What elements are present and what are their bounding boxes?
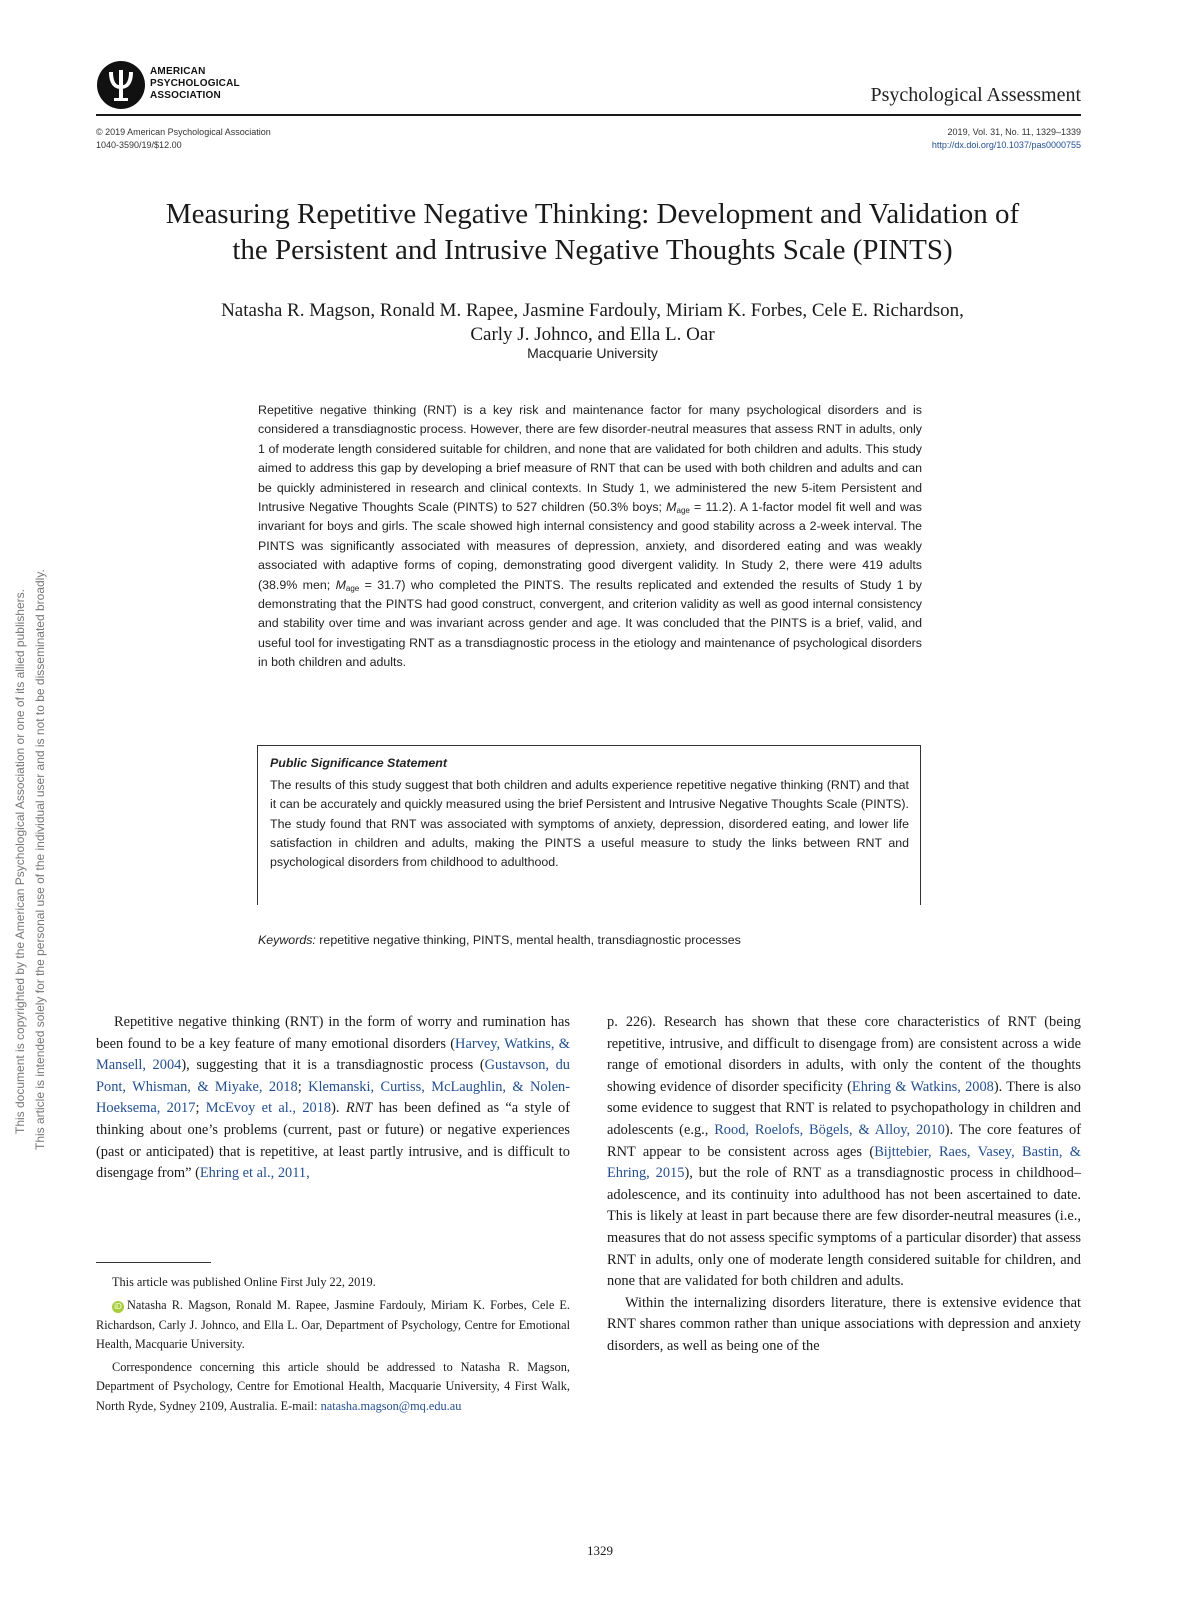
footnote-correspondence-text: Correspondence concerning this article should be addressed to Natasha R. Magson, Department of Psychology, Centre for Emotional Health, Macquarie University, 4 First Walk, North Ryde, Sydney 2109, Australia. E-mail: xyxy=(96,1360,570,1413)
body-text: ). There is also some evidence to suggest that RNT is related to psychopathology in children and adolescents (e.g., xyxy=(607,1078,1081,1138)
footnote xyxy=(96,1273,570,1420)
body-text: ), but the role of RNT as a transdiagnostic process in childhood–adolescence, and its continuity into adulthood has not been ascertained to date. This is likely at least in part because there are few disorder-neutral measures (i.e., measures that do not assess specific symptoms of a particular disorder) that assess RNT in adults, only one of moderate length considered suitable for children, and none that are validated for both children and adults. xyxy=(607,1165,1081,1290)
side-copyright-notice-2: This article is intended solely for the personal use of the individual user and is not to be disseminated broadly. xyxy=(33,569,47,1150)
body-text: ). The core features of RNT appear to be consistent across ages ( xyxy=(607,1121,1081,1160)
body-text: ). xyxy=(331,1100,346,1117)
abstract-part-2: = 11.2). A 1-factor model fit well and was invariant for boys and girls. The scale showed high internal consistency and good stability across a 2-week interval. The PINTS was significantly associated with measures of depression, anxiety, and disordered eating and was weakly associated with adaptive forms of coping, demonstrating good divergent validity. In Study 2, there were 419 adults (38.9% men; xyxy=(258,500,922,592)
publisher-line-2: PSYCHOLOGICAL xyxy=(150,78,240,89)
footnote-divider xyxy=(96,1262,211,1263)
email-link[interactable]: natasha.magson@mq.edu.au xyxy=(320,1398,462,1413)
copyright-line: © 2019 American Psychological Association xyxy=(96,127,271,137)
body-text: has been defined as “a style of thinking about one’s problems (current, past or future) or negative experiences (past or anticipated) that is repetitive, at least partly intrusive, and is difficult to disengage from” ( xyxy=(96,1100,570,1182)
body-text: ; xyxy=(195,1100,206,1117)
orcid-icon[interactable]: iD xyxy=(112,1301,124,1313)
body-paragraph-1 xyxy=(96,1012,570,1185)
journal-name: Psychological Assessment xyxy=(870,84,1081,106)
body-text: ), suggesting that it is a transdiagnostic process ( xyxy=(181,1057,485,1074)
apa-logo-icon xyxy=(96,60,146,110)
abstract-m-symbol-2: M xyxy=(335,577,346,592)
footnote-authors-text: Natasha R. Magson, Ronald M. Rapee, Jasmine Fardouly, Miriam K. Forbes, Cele E. Richardson, Carly J. Johnco, and Ella L. Oar, Department of Psychology, Centre for Emotional Health, Macquarie University. xyxy=(96,1298,570,1351)
body-column-left xyxy=(96,1012,570,1185)
issn-line: 1040-3590/19/$12.00 xyxy=(96,140,182,150)
side-copyright-notice-1: This document is copyrighted by the American Psychological Association or one of its allied publishers. xyxy=(13,589,27,1134)
title-line-2: the Persistent and Intrusive Negative Thoughts Scale (PINTS) xyxy=(232,234,953,266)
footnote-correspondence xyxy=(96,1358,570,1416)
footnote-published: This article was published Online First July 22, 2019. xyxy=(112,1275,376,1289)
citation-link[interactable]: Rood, Roelofs, Bögels, & Alloy, 2010 xyxy=(714,1121,945,1138)
abstract xyxy=(258,401,922,673)
citation-line: 2019, Vol. 31, No. 11, 1329–1339 xyxy=(947,127,1081,137)
abstract-m-symbol-1: M xyxy=(666,500,677,515)
citation-link[interactable]: Harvey, Watkins, & Mansell, 2004 xyxy=(96,1035,571,1074)
body-column-right xyxy=(607,1012,1081,1358)
copyright-block xyxy=(96,126,271,152)
footnote-authors-note xyxy=(96,1296,570,1354)
publisher-wordmark xyxy=(150,66,240,102)
publisher-line-1: AMERICAN xyxy=(150,66,206,77)
abstract-part-1: Repetitive negative thinking (RNT) is a key risk and maintenance factor for many psychological disorders and is considered a transdiagnostic process. However, there are few disorder-neutral measures that assess RNT in adults, only 1 of moderate length considered suitable for children, and none that are validated for both children and adults. This study aimed to address this gap by developing a brief measure of RNT that can be used with both children and adults and can be quickly administered in research and clinical contexts. In Study 1, we administered the new 5-item Persistent and Intrusive Negative Thoughts Scale (PINTS) to 527 children (50.3% boys; xyxy=(258,403,922,515)
authors-line-2: Carly J. Johnco, and Ella L. Oar xyxy=(470,324,715,345)
citation-link[interactable]: Bijttebier, Raes, Vasey, Bastin, & Ehring, 2015 xyxy=(607,1143,1081,1182)
citation-link[interactable]: Ehring & Watkins, 2008 xyxy=(851,1078,994,1095)
citation-link[interactable]: Gustavson, du Pont, Whisman, & Miyake, 2018 xyxy=(96,1057,570,1095)
citation-link[interactable]: Klemanski, Curtiss, McLaughlin, & Nolen-Hoeksema, 2017 xyxy=(96,1078,570,1117)
citation-link[interactable]: McEvoy et al., 2018 xyxy=(205,1100,332,1117)
keywords-text: repetitive negative thinking, PINTS, mental health, transdiagnostic processes xyxy=(315,933,741,947)
abstract-m-subscript-2: age xyxy=(345,583,360,593)
body-text: p. 226). Research has shown that these core characteristics of RNT (being repetitive, intrusive, and difficult to disengage from) are consistent across a wide range of emotional disorders in adults, with only the content of the thoughts showing evidence of disorder specificity ( xyxy=(607,1014,1081,1095)
affiliation: Macquarie University xyxy=(527,345,658,361)
header-divider xyxy=(96,114,1081,116)
citation-block xyxy=(932,126,1081,152)
abstract-m-subscript-1: age xyxy=(676,506,690,516)
article-title xyxy=(100,196,1085,268)
keywords-label: Keywords: xyxy=(258,933,316,947)
body-text: ; xyxy=(297,1078,309,1095)
author-list xyxy=(100,299,1085,347)
body-paragraph-continued xyxy=(607,1012,1081,1293)
keywords xyxy=(258,933,741,947)
citation-link[interactable]: Ehring et al., 2011, xyxy=(199,1165,310,1182)
doi-link[interactable]: http://dx.doi.org/10.1037/pas0000755 xyxy=(931,140,1081,150)
abstract-part-3: = 31.7) who completed the PINTS. The results replicated and extended the results of Study 1 by demonstrating that the PINTS had good construct, convergent, and criterion validity as well as good internal consistency and stability over time and was invariant across gender and age. It was concluded that the PINTS is a brief, valid, and useful tool for investigating RNT as a transdiagnostic process in the etiology and maintenance of psychological disorders in both children and adults. xyxy=(258,577,922,670)
significance-text: The results of this study suggest that both children and adults experience repetitive negative thinking (RNT) and that it can be accurately and quickly measured using the brief Persistent and Intrusive Negative Thoughts Scale (PINTS). The study found that RNT was associated with symptoms of anxiety, depression, disordered eating, and lower life satisfaction in children and adults, making the PINTS a useful measure to study the links between RNT and psychological disorders from childhood to adulthood. xyxy=(270,778,909,870)
page-number: 1329 xyxy=(587,1543,613,1558)
body-text: Repetitive negative thinking (RNT) in the form of worry and rumination has been found to be a key feature of many emotional disorders ( xyxy=(96,1014,570,1052)
body-paragraph-2: Within the internalizing disorders literature, there is extensive evidence that RNT shares common rather than unique associations with depression and anxiety disorders, as well as being one of the xyxy=(607,1294,1081,1354)
publisher-line-3: ASSOCIATION xyxy=(150,90,221,101)
authors-line-1: Natasha R. Magson, Ronald M. Rapee, Jasmine Fardouly, Miriam K. Forbes, Cele E. Richardson, xyxy=(221,300,964,321)
body-text-italic: RNT xyxy=(345,1100,373,1117)
significance-title: Public Significance Statement xyxy=(270,756,447,770)
title-line-1: Measuring Repetitive Negative Thinking: Development and Validation of xyxy=(165,198,1020,230)
